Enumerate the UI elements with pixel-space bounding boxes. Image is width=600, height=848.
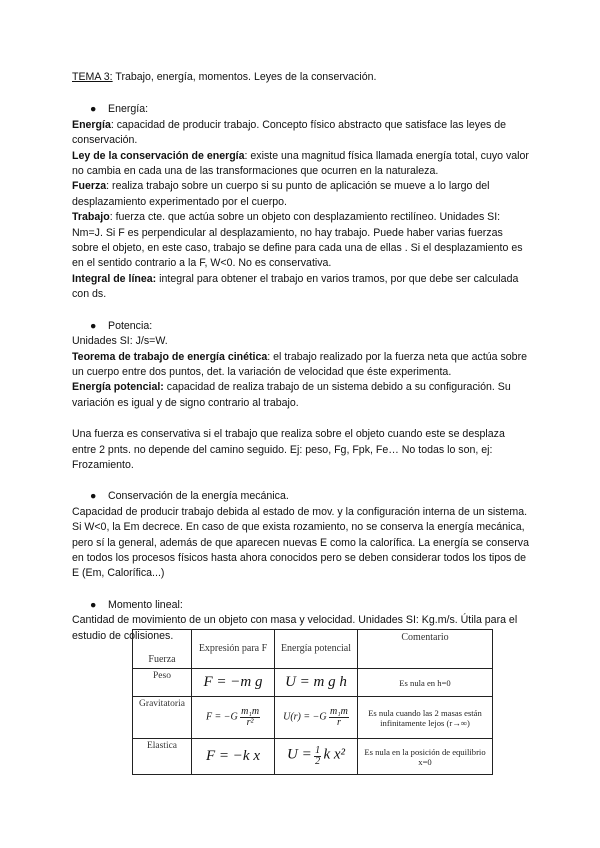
bullet-momento (72, 598, 530, 613)
bullet-dot: ● (90, 319, 97, 332)
forces-table-wrap (132, 629, 493, 775)
paragraph-conservativa: Una fuerza es conservativa si el trabajo que realiza sobre el objeto cuando este se desplaza entre 2 pnts. no depende del camino seguido. Ej: peso, Fg, Fpk, Fe… No todas lo son, ej: Frozamiento. (72, 428, 505, 471)
header-comentario: Comentario (358, 630, 493, 669)
bullet-dot: ● (90, 490, 97, 503)
cell-comentario: Es nula en h=0 (358, 669, 493, 697)
def-trabajo: Trabajo: fuerza cte. que actúa sobre un objeto con desplazamiento rectilíneo. Unidades SI: Nm=J. Si F es perpendicular al desplazamiento, no hay trabajo. Puede haber varias fuerzas sobre el objeto, en este caso, trabajo se define para cada una de ellas . Si el desplazamiento es en el sentido contrario a la F, W<0. No es conservativa. (72, 211, 523, 270)
cell-energia: U = $\frac{1}{2}$ k x² (275, 739, 358, 775)
bullet-conservacion (72, 489, 530, 504)
bullet-potencia (72, 319, 530, 334)
def-energia: Energía: capacidad de producir trabajo. Concepto físico abstracto que satisface las leyes de conservación. (72, 118, 506, 147)
header-energia: Energía potencial (275, 630, 358, 669)
section-heading-potencia: Potencia: (108, 319, 153, 332)
def-integral-linea: Integral de línea: integral para obtener el trabajo en varios tramos, por que debe ser calculada con ds. (72, 272, 519, 301)
title-label: TEMA 3: (72, 71, 113, 83)
section-heading-energia: Energía: (108, 103, 149, 116)
cell-energia: U = m g h (275, 669, 358, 697)
paragraph-momento: Cantidad de movimiento de un objeto con masa y velocidad. Unidades SI: Kg.m/s. Útila para el estudio de colisiones. (72, 614, 518, 642)
table-row (133, 739, 493, 775)
section-heading-momento: Momento lineal: (108, 598, 183, 611)
title-text: Trabajo, energía, momentos. Leyes de la conservación. (112, 71, 377, 83)
cell-fuerza: Gravitatoria (133, 697, 192, 739)
table-header-row (133, 630, 493, 669)
cell-fuerza: Peso (133, 669, 192, 697)
bullet-dot: ● (90, 103, 97, 116)
section-heading-conservacion: Conservación de la energía mecánica. (108, 490, 289, 503)
cell-energia: U(r) = −G $\frac{\text{m₁m}}{r}$ (275, 697, 358, 739)
cell-fuerza: Elastica (133, 739, 192, 775)
table-row (133, 697, 493, 739)
def-teorema-trabajo: Teorema de trabajo de energía cinética: el trabajo realizado por la fuerza neta que actúa sobre un cuerpo entre dos puntos, det. la variación de velocidad que éste experimenta. (72, 350, 527, 378)
header-fuerza: Fuerza (133, 630, 192, 669)
def-fuerza: Fuerza: realiza trabajo sobre un cuerpo si su punto de aplicación se mueve a lo largo del desplazamiento experimentado por el cuerpo. (72, 180, 490, 208)
potencia-units: Unidades SI: J/s=W. (72, 335, 168, 348)
cell-expresion: F = −G $\frac{\text{m₁m}}{\text{r²}}$ (192, 697, 275, 739)
def-ley-conservacion: Ley de la conservación de energía: existe una magnitud física llamada energía total, cuyo valor no cambia en cada una de las transformaciones que ocurren en la naturaleza. (72, 149, 529, 178)
bullet-dot: ● (90, 598, 97, 611)
cell-expresion: F = −k x (192, 739, 275, 775)
table-row (133, 669, 493, 697)
def-energia-potencial: Energía potencial: capacidad de realiza trabajo de un sistema debido a su configuración. Su variación es igual y de signo contrario al trabajo. (72, 381, 511, 409)
forces-table (132, 629, 493, 775)
bullet-energia (72, 102, 530, 117)
document-page (72, 70, 530, 644)
paragraph-conservacion: Capacidad de producir trabajo debida al estado de mov. y la configuración interna de un sistema. Si W<0, la Em decrece. En caso de que exista rozamiento, no se conserva la energía mecánica, pero sí la general, además de que aparecen nuevas E como la calorífica. La energía se conserva en todos los procesos físicos hasta ahora conocidos pero se deben considerar todos los tipos de E (Em, Calorífica...) (72, 505, 529, 580)
header-expresion: Expresión para F (192, 630, 275, 669)
doc-title (72, 70, 530, 85)
cell-comentario: Es nula en la posición de equilibrio x=0 (358, 739, 493, 775)
cell-comentario: Es nula cuando las 2 masas están infinitamente lejos (r→∞) (358, 697, 493, 739)
cell-expresion: F = −m g (192, 669, 275, 697)
